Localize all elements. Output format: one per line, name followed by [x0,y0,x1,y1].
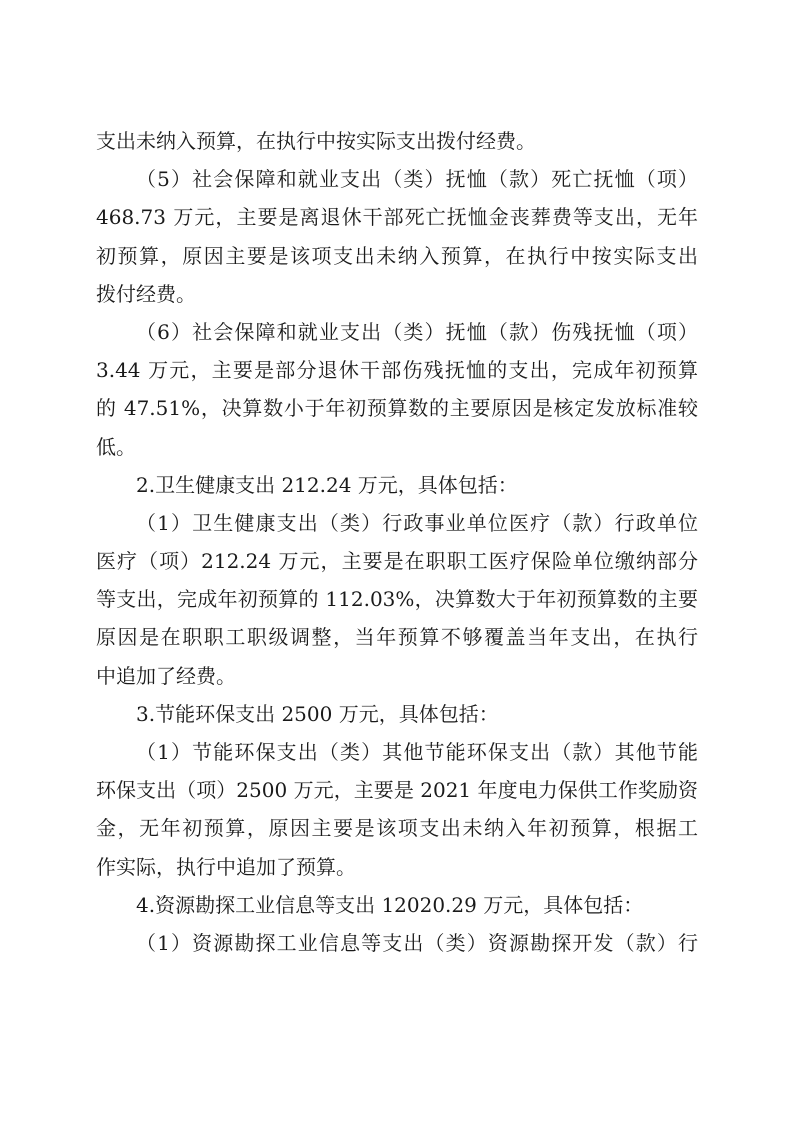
document-body [96,122,698,962]
text-line: 拨付经费。 [96,281,196,306]
text-line: 金，无年初预算，原因主要是该项支出未纳入年初预算，根据工 [96,816,698,841]
text-line: 等支出，完成年初预算的 112.03%，决算数大于年初预算数的主要 [96,587,698,612]
text-line: 初预算，原因主要是该项支出未纳入预算，在执行中按实际支出 [96,243,698,268]
text-line: 中追加了经费。 [96,663,236,688]
text-line: （1）节能环保支出（类）其他节能环保支出（款）其他节能 [136,740,698,764]
text-line: （1）资源勘探工业信息等支出（类）资源勘探开发（款）行 [136,930,698,955]
text-line: 原因是在职职工职级调整，当年预算不够覆盖当年支出，在执行 [96,625,698,650]
text-line: 作实际，执行中追加了预算。 [96,854,356,879]
section-heading: 4.资源勘探工业信息等支出 12020.29 万元，具体包括： [136,892,644,917]
section-heading: 2.卫生健康支出 212.24 万元，具体包括： [136,472,518,497]
text-line: 环保支出（项）2500 万元，主要是 2021 年度电力保供工作奖励资 [96,778,698,803]
text-line: 3.44 万元，主要是部分退休干部伤残抚恤的支出，完成年初预算 [96,358,698,383]
text-line: 低。 [96,434,136,459]
text-line: （6）社会保障和就业支出（类）抚恤（款）伤残抚恤（项） [136,319,698,344]
text-line: 的 47.51%，决算数小于年初预算数的主要原因是核定发放标准较 [96,396,698,421]
text-line: （5）社会保障和就业支出（类）抚恤（款）死亡抚恤（项） [136,167,698,192]
section-heading: 3.节能环保支出 2500 万元，具体包括： [136,701,499,726]
text-line: （1）卫生健康支出（类）行政事业单位医疗（款）行政单位 [136,510,698,535]
text-line: 医疗（项）212.24 万元，主要是在职职工医疗保险单位缴纳部分 [96,549,698,574]
text-line: 468.73 万元，主要是离退休干部死亡抚恤金丧葬费等支出，无年 [96,205,698,230]
text-line: 支出未纳入预算，在执行中按实际支出拨付经费。 [96,129,536,153]
